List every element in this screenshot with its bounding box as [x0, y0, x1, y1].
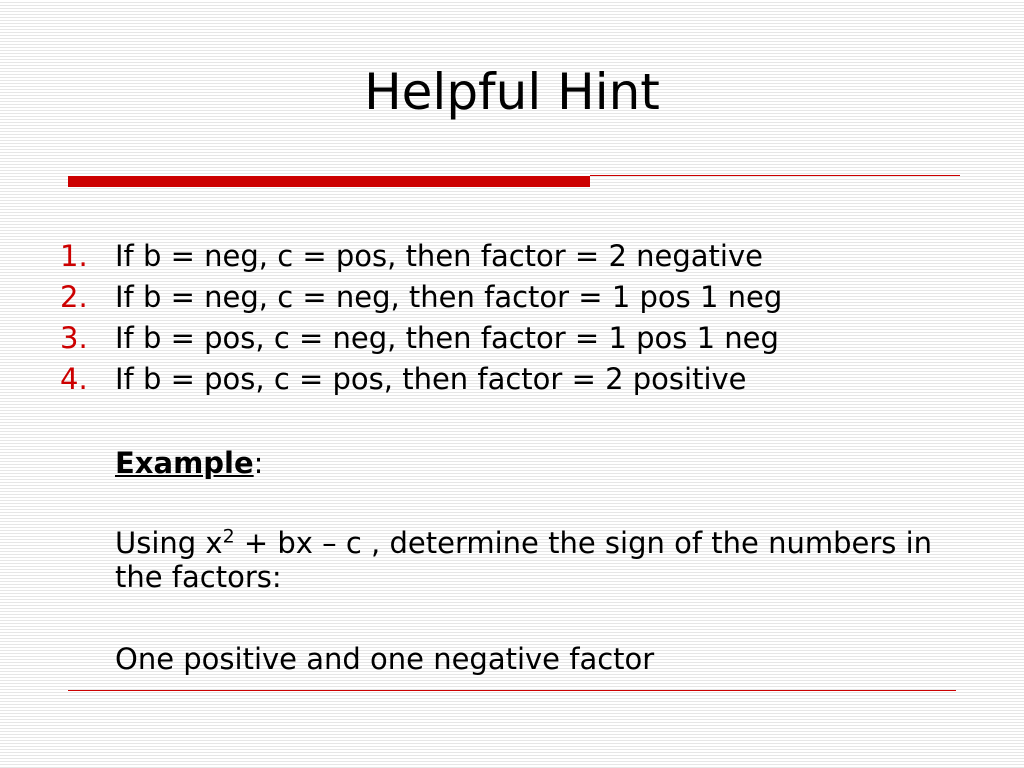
list-number: 2. — [60, 280, 88, 314]
list-text: If b = pos, c = neg, then factor = 1 pos 1 neg — [115, 321, 779, 355]
rules-list — [60, 236, 960, 400]
footer-rule — [68, 690, 956, 691]
list-item — [60, 277, 960, 318]
list-number: 1. — [60, 239, 88, 273]
list-text: If b = pos, c = pos, then factor = 2 positive — [115, 362, 747, 396]
prompt-exponent: 2 — [222, 525, 235, 548]
title-underline-thin — [590, 175, 960, 176]
slide-title: Helpful Hint — [364, 63, 660, 121]
list-text: If b = neg, c = neg, then factor = 1 pos 1 neg — [115, 280, 783, 314]
title-underline-thick — [68, 176, 590, 187]
list-item — [60, 236, 960, 277]
list-text: If b = neg, c = pos, then factor = 2 negative — [115, 239, 763, 273]
example-label: Example — [115, 446, 254, 480]
example-colon: : — [253, 446, 264, 480]
prompt-rest: + bx – c , determine the sign of the numbers in the factors: — [115, 526, 933, 594]
example-answer: One positive and one negative factor — [115, 642, 655, 676]
list-number: 4. — [60, 362, 88, 396]
list-number: 3. — [60, 321, 88, 355]
example-heading — [115, 446, 935, 480]
example-prompt — [115, 526, 935, 594]
list-item — [60, 359, 960, 400]
list-item — [60, 318, 960, 359]
prompt-lead: Using x — [115, 526, 223, 560]
